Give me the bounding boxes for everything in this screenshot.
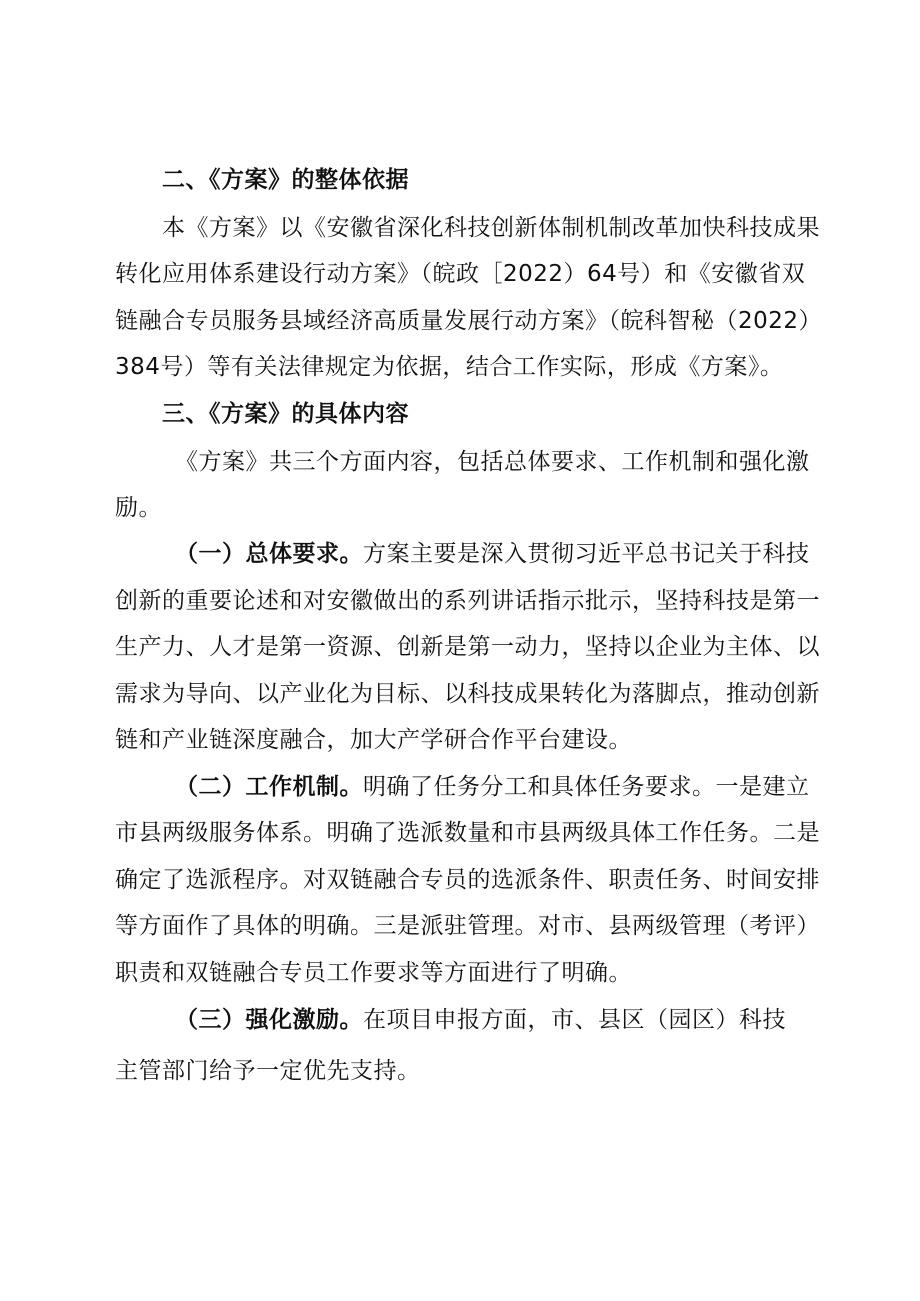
item3-first-line: [175, 1004, 786, 1036]
section2-heading: 二、《方案》的整体依据: [162, 167, 409, 193]
item3-line: 主管部门给予一定优先支持。: [115, 1058, 421, 1084]
item1-title: （一）总体要求。: [175, 541, 363, 567]
item1-line: 链和产业链深度融合，加大产学研合作平台建设。: [115, 727, 632, 753]
section2-para-line: 转化应用体系建设行动方案》（皖政［2022）64号）和《安徽省双: [115, 261, 806, 287]
section3-heading: 三、《方案》的具体内容: [162, 401, 409, 427]
item2-title: （二）工作机制。: [175, 774, 363, 800]
item1-line: 创新的重要论述和对安徽做出的系列讲话指示批示，坚持科技是第一: [115, 588, 820, 614]
section2-para-line: 本《方案》以《安徽省深化科技创新体制机制改革加快科技成果: [162, 215, 820, 241]
item2-line: 等方面作了具体的明确。三是派驻管理。对市、县两级管理（考评）: [115, 913, 820, 939]
item1-first-line: [175, 538, 810, 570]
item2-first-line: [175, 771, 810, 803]
item2-line: 职责和双链融合专员工作要求等方面进行了明确。: [115, 960, 632, 986]
item3-first-text: 在项目申报方面，市、县区（园区）科技: [363, 1007, 786, 1033]
item1-line: 生产力、人才是第一资源、创新是第一动力，坚持以企业为主体、以: [115, 634, 820, 660]
item1-first-text: 方案主要是深入贯彻习近平总书记关于科技: [363, 541, 810, 567]
section2-para-line: 链融合专员服务县域经济高质量发展行动方案》（皖科智秘（2022）: [115, 308, 823, 334]
item3-title: （三）强化激励。: [175, 1007, 363, 1033]
item2-first-text: 明确了任务分工和具体任务要求。一是建立: [363, 774, 810, 800]
item1-line: 需求为导向、以产业化为目标、以科技成果转化为落脚点，推动创新: [115, 681, 820, 707]
item2-line: 市县两级服务体系。明确了选派数量和市县两级具体工作任务。二是: [115, 820, 820, 846]
item2-line: 确定了选派程序。对双链融合专员的选派条件、职责任务、时间安排: [115, 867, 820, 893]
section3-intro-line: 《方案》共三个方面内容，包括总体要求、工作机制和强化激: [175, 449, 810, 475]
section2-para-line: 384号）等有关法律规定为依据，结合工作实际，形成《方案》。: [115, 354, 784, 380]
section3-intro-line: 励。: [115, 495, 162, 521]
